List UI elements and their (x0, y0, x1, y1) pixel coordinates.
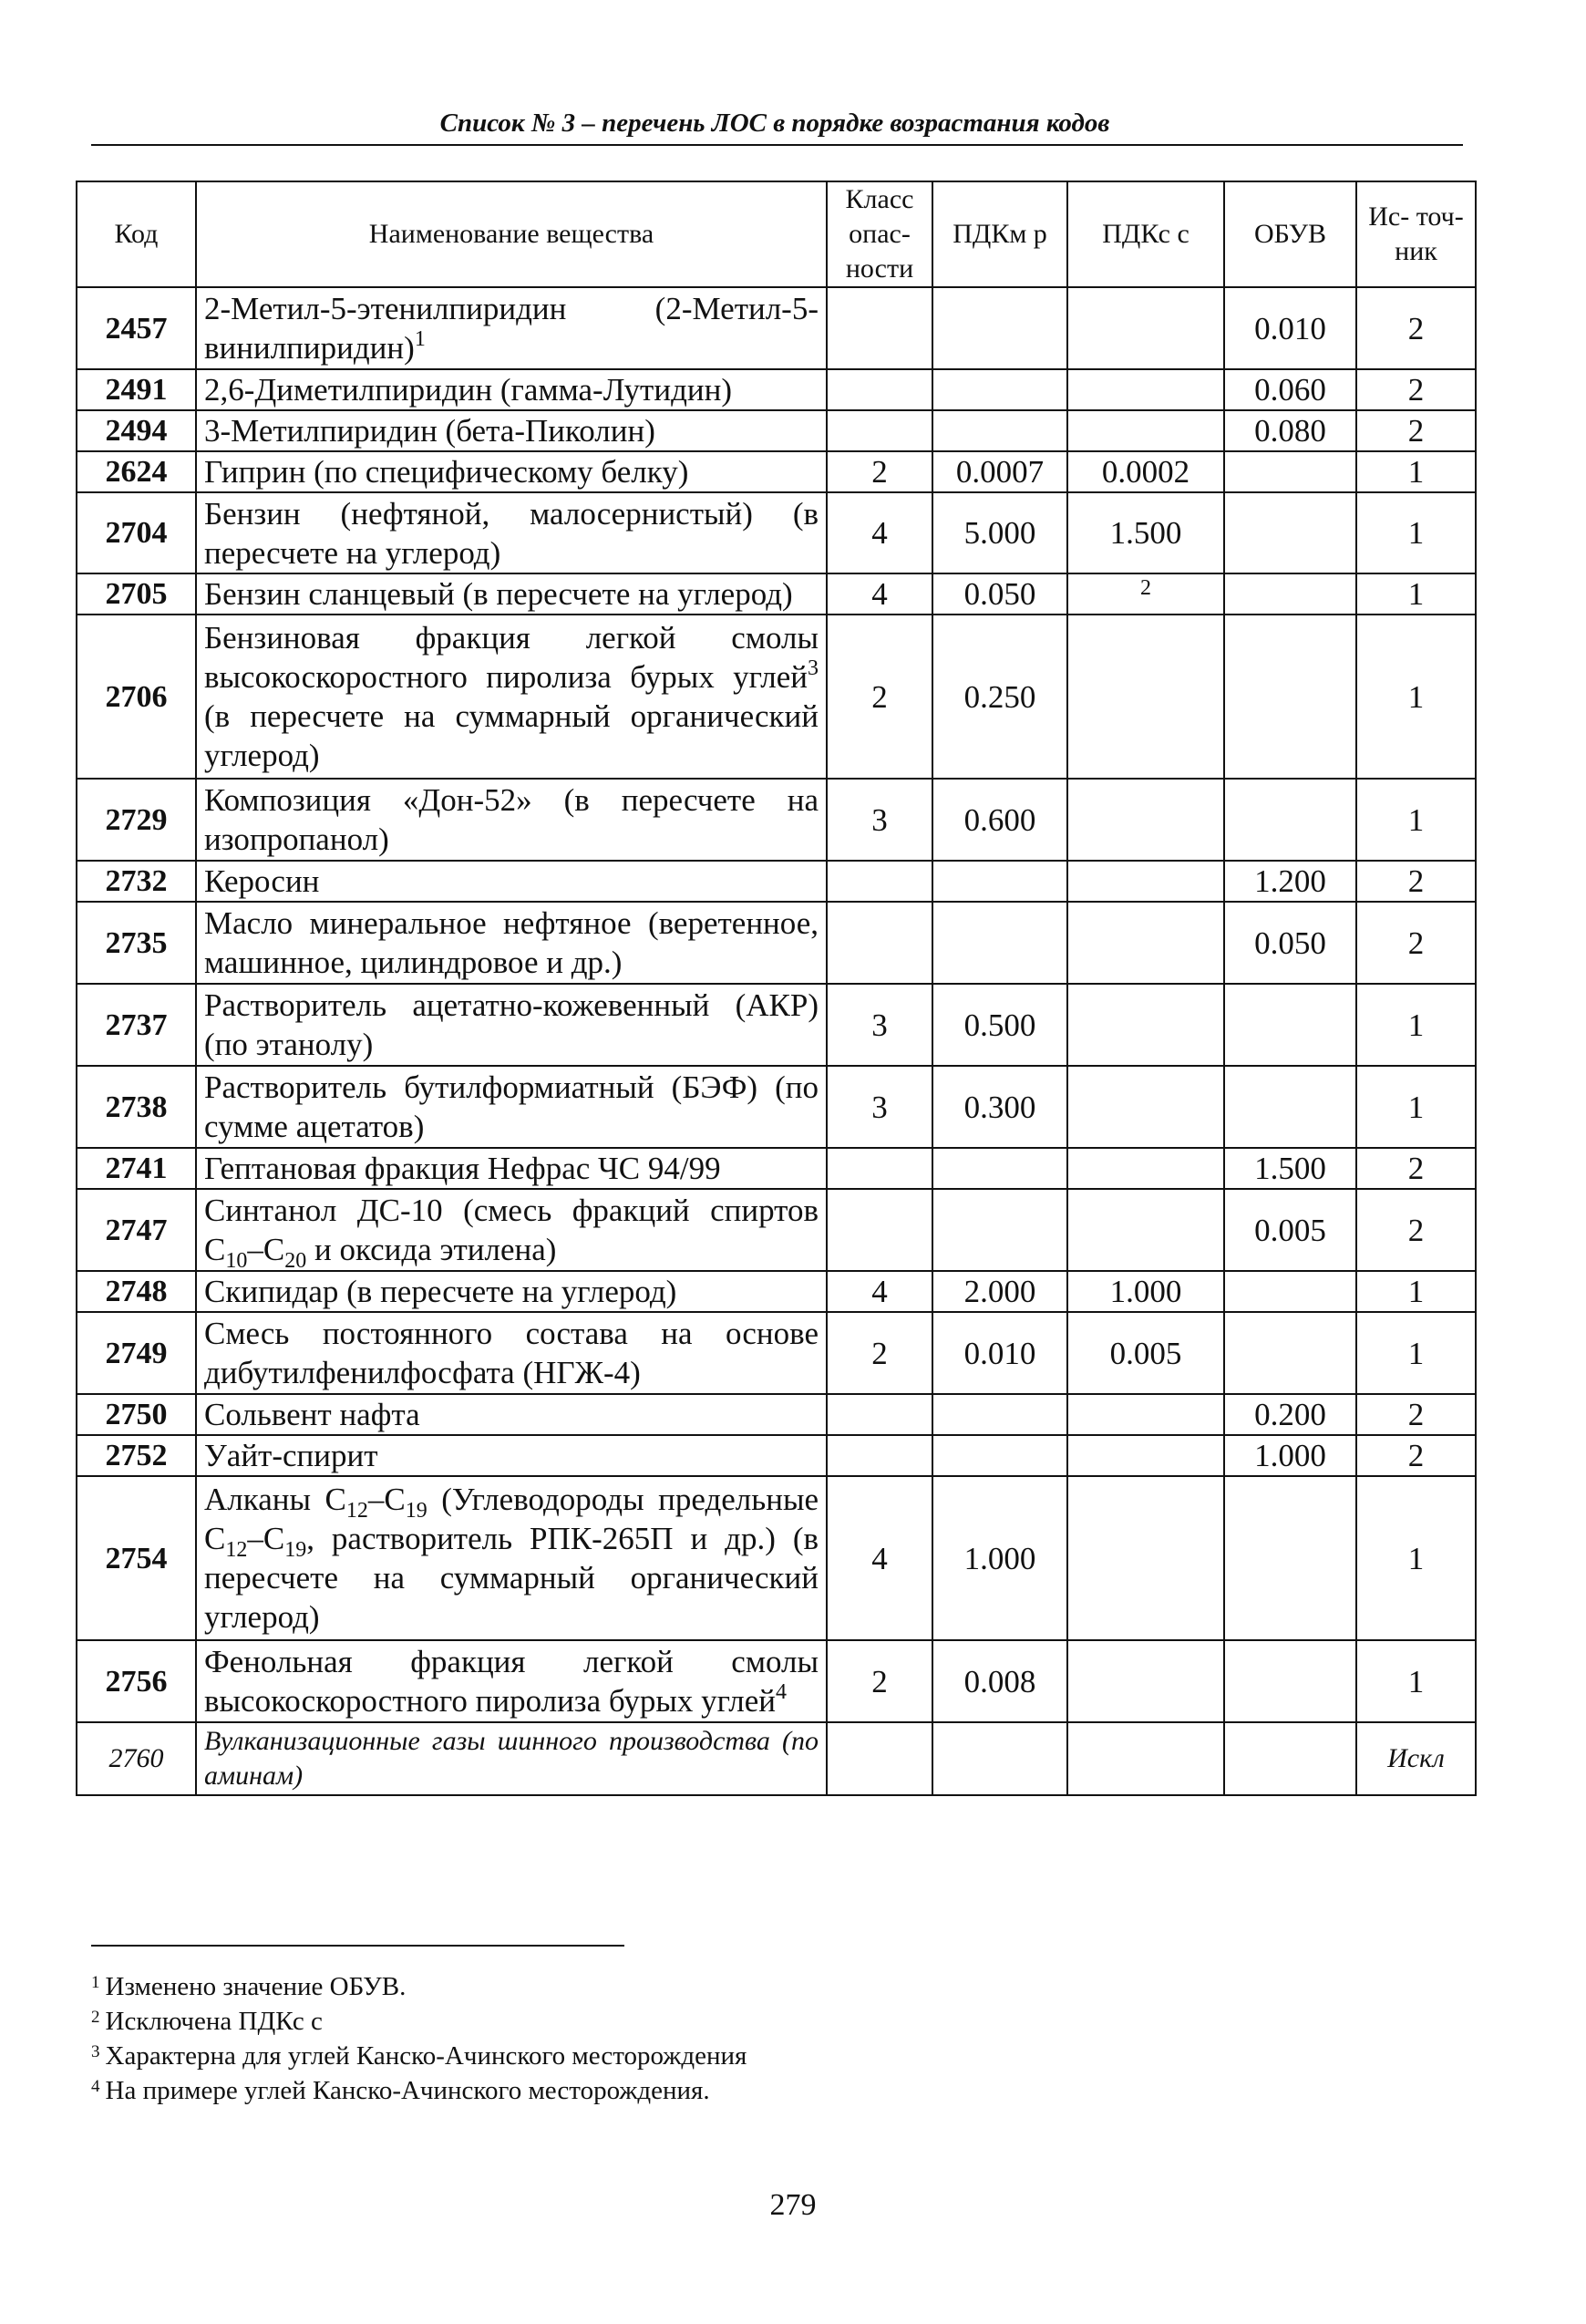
row-source: 2 (1356, 1148, 1476, 1189)
row-pdk-ss (1067, 1394, 1224, 1435)
row-code: 2457 (77, 287, 196, 369)
row-hazard-class (827, 1394, 932, 1435)
row-pdk-mr: 0.300 (932, 1066, 1067, 1148)
row-code: 2735 (77, 902, 196, 984)
row-source: 1 (1356, 615, 1476, 779)
row-source: 2 (1356, 1394, 1476, 1435)
row-source: 2 (1356, 861, 1476, 902)
subscript: 10 (225, 1249, 248, 1273)
row-name (196, 1189, 827, 1271)
row-hazard-class (827, 1148, 932, 1189)
row-pdk-ss (1067, 1640, 1224, 1722)
row-source: 1 (1356, 984, 1476, 1066)
table-row (77, 902, 1476, 984)
row-hazard-class: 3 (827, 1066, 932, 1148)
row-name: Сольвент нафта (196, 1394, 827, 1435)
row-pdk-ss (1067, 1722, 1224, 1795)
row-name: Растворитель бутилформиатный (БЭФ) (по сумме ацетатов) (196, 1066, 827, 1148)
row-name-text-cont: (Углеводороды предельные C (204, 1482, 819, 1556)
row-pdk-ss (1067, 861, 1224, 902)
row-obuv: 0.200 (1224, 1394, 1356, 1435)
row-pdk-ss (1067, 1189, 1224, 1271)
footnote-item (91, 2073, 1185, 2108)
row-code: 2756 (77, 1640, 196, 1722)
header-divider (91, 144, 1463, 146)
row-source: 2 (1356, 902, 1476, 984)
row-hazard-class (827, 287, 932, 369)
row-pdk-mr: 1.000 (932, 1476, 1067, 1640)
footnote-item (91, 2039, 1185, 2073)
row-obuv (1224, 1476, 1356, 1640)
table-row (77, 1394, 1476, 1435)
row-obuv: 1.500 (1224, 1148, 1356, 1189)
table-row (77, 410, 1476, 451)
row-code: 2729 (77, 779, 196, 861)
row-name: 2,6-Диметилпиридин (гамма-Лутидин) (196, 369, 827, 410)
row-hazard-class: 2 (827, 1640, 932, 1722)
table-row (77, 1189, 1476, 1271)
row-obuv: 0.080 (1224, 410, 1356, 451)
row-obuv (1224, 1271, 1356, 1312)
subscript: 19 (405, 1499, 427, 1523)
table-row (77, 1066, 1476, 1148)
row-obuv (1224, 492, 1356, 573)
footnote-mark: 3 (91, 2042, 100, 2061)
row-obuv (1224, 615, 1356, 779)
row-source: 1 (1356, 1271, 1476, 1312)
row-code: 2741 (77, 1148, 196, 1189)
subscript: 12 (225, 1538, 248, 1562)
row-hazard-class: 2 (827, 451, 932, 492)
row-obuv: 0.010 (1224, 287, 1356, 369)
row-source: Искл (1356, 1722, 1476, 1795)
row-pdk-ss (1067, 902, 1224, 984)
voc-list-table (76, 181, 1477, 1796)
row-name: 3-Метилпиридин (бета-Пиколин) (196, 410, 827, 451)
page-number: 279 (769, 2188, 817, 2222)
row-pdk-ss: 1.500 (1067, 492, 1224, 573)
row-pdk-mr (932, 1394, 1067, 1435)
row-pdk-ss: 1.000 (1067, 1271, 1224, 1312)
footnote-ref: 3 (808, 656, 819, 680)
footnote-item (91, 1969, 1185, 2004)
row-pdk-mr: 0.010 (932, 1312, 1067, 1394)
footnote-ref: 1 (414, 327, 426, 351)
row-source: 2 (1356, 1435, 1476, 1476)
row-hazard-class (827, 1435, 932, 1476)
row-pdk-ss (1067, 369, 1224, 410)
footnote-mark: 1 (91, 1973, 100, 1992)
row-hazard-class (827, 861, 932, 902)
row-pdk-ss (1067, 1476, 1224, 1640)
row-pdk-mr: 0.0007 (932, 451, 1067, 492)
row-code: 2748 (77, 1271, 196, 1312)
row-pdk-ss (1067, 1066, 1224, 1148)
row-code: 2747 (77, 1189, 196, 1271)
row-obuv (1224, 1066, 1356, 1148)
col-header-obuv: ОБУВ (1224, 181, 1356, 287)
row-obuv (1224, 451, 1356, 492)
row-hazard-class (827, 1722, 932, 1795)
footnote-mark: 4 (91, 2077, 100, 2096)
row-hazard-class (827, 369, 932, 410)
row-pdk-mr: 2.000 (932, 1271, 1067, 1312)
row-pdk-mr (932, 369, 1067, 410)
row-source: 2 (1356, 287, 1476, 369)
row-name-text-mid: –C (247, 1232, 285, 1267)
row-name (196, 1640, 827, 1722)
row-hazard-class: 2 (827, 615, 932, 779)
row-name: Керосин (196, 861, 827, 902)
row-pdk-mr (932, 1435, 1067, 1476)
footnotes (91, 1969, 1185, 2108)
row-code: 2704 (77, 492, 196, 573)
row-name-text: Алканы C (204, 1482, 346, 1517)
row-pdk-mr (932, 287, 1067, 369)
row-name-text: Бензиновая фракция легкой смолы высокоскоростного пиролиза бурых углей (204, 620, 819, 695)
row-code: 2752 (77, 1435, 196, 1476)
table-row (77, 615, 1476, 779)
table-row (77, 1271, 1476, 1312)
table-row (77, 779, 1476, 861)
row-pdk-mr (932, 1148, 1067, 1189)
row-source: 1 (1356, 1312, 1476, 1394)
table-row (77, 492, 1476, 573)
row-source: 2 (1356, 1189, 1476, 1271)
row-code: 2732 (77, 861, 196, 902)
row-code: 2738 (77, 1066, 196, 1148)
row-hazard-class (827, 410, 932, 451)
row-name: Вулканизационные газы шинного производства (по аминам) (196, 1722, 827, 1795)
row-name-text: Синтанол ДС-10 (смесь фракций спиртов C (204, 1193, 819, 1267)
row-name: Смесь постоянного состава на основе дибутилфенилфосфата (НГЖ-4) (196, 1312, 827, 1394)
table-row (77, 1435, 1476, 1476)
row-name (196, 1476, 827, 1640)
table-row (77, 1640, 1476, 1722)
row-code: 2737 (77, 984, 196, 1066)
table-row-excluded (77, 1722, 1476, 1795)
row-code: 2491 (77, 369, 196, 410)
row-pdk-ss (1067, 615, 1224, 779)
row-name-text-mid: –C (367, 1482, 406, 1517)
row-source: 1 (1356, 1066, 1476, 1148)
row-obuv (1224, 1640, 1356, 1722)
row-code: 2494 (77, 410, 196, 451)
row-name (196, 287, 827, 369)
table-row (77, 861, 1476, 902)
row-pdk-ss (1067, 287, 1224, 369)
row-name: Растворитель ацетатно-кожевенный (АКР) (по этанолу) (196, 984, 827, 1066)
row-hazard-class: 4 (827, 492, 932, 573)
row-hazard-class (827, 902, 932, 984)
row-source: 1 (1356, 1640, 1476, 1722)
page-header-title: Список № 3 – перечень ЛОС в порядке возрастания кодов (439, 108, 1110, 138)
row-name: Композиция «Дон-52» (в пересчете на изопропанол) (196, 779, 827, 861)
row-pdk-ss (1067, 779, 1224, 861)
row-obuv: 0.060 (1224, 369, 1356, 410)
row-name-text-cont: , растворитель РПК-265П и др.) (в пересчете на суммарный органический углерод) (204, 1521, 819, 1635)
col-header-code: Код (77, 181, 196, 287)
footnote-mark: 2 (91, 2008, 100, 2027)
footnote-text: Характерна для углей Канско-Ачинского месторождения (105, 2041, 747, 2071)
table-row (77, 1312, 1476, 1394)
row-name: Гептановая фракция Нефрас ЧС 94/99 (196, 1148, 827, 1189)
footnote-text: Изменено значение ОБУВ. (105, 1972, 407, 2001)
footnote-ref: 4 (775, 1680, 787, 1704)
row-hazard-class: 4 (827, 1271, 932, 1312)
row-code: 2705 (77, 573, 196, 615)
row-name-text: 2-Метил-5-этенилпиридин (2-Метил-5-винилпиридин) (204, 291, 819, 366)
row-code: 2754 (77, 1476, 196, 1640)
row-source: 2 (1356, 369, 1476, 410)
row-pdk-mr (932, 902, 1067, 984)
table-row (77, 1148, 1476, 1189)
row-obuv (1224, 1722, 1356, 1795)
row-pdk-ss (1067, 573, 1224, 615)
row-obuv (1224, 779, 1356, 861)
row-obuv (1224, 573, 1356, 615)
footnote-item (91, 2004, 1185, 2039)
row-pdk-ss (1067, 1148, 1224, 1189)
footnote-divider (91, 1945, 624, 1947)
row-name (196, 615, 827, 779)
row-pdk-mr: 5.000 (932, 492, 1067, 573)
row-obuv (1224, 1312, 1356, 1394)
row-source: 1 (1356, 573, 1476, 615)
table-row (77, 287, 1476, 369)
row-code: 2760 (77, 1722, 196, 1795)
row-name: Бензин (нефтяной, малосернистый) (в пересчете на углерод) (196, 492, 827, 573)
subscript: 20 (284, 1249, 307, 1273)
row-name: Масло минеральное нефтяное (веретенное, машинное, цилиндровое и др.) (196, 902, 827, 984)
subscript: 12 (345, 1499, 368, 1523)
row-name: Гиприн (по специфическому белку) (196, 451, 827, 492)
row-name: Уайт-спирит (196, 1435, 827, 1476)
row-obuv: 0.050 (1224, 902, 1356, 984)
row-source: 2 (1356, 410, 1476, 451)
row-pdk-ss (1067, 1435, 1224, 1476)
row-pdk-mr: 0.600 (932, 779, 1067, 861)
subscript: 19 (284, 1538, 307, 1562)
footnote-text: Исключена ПДКс с (105, 2007, 323, 2036)
footnote-ref: 2 (1140, 575, 1151, 600)
table-row (77, 369, 1476, 410)
footnote-text: На примере углей Канско-Ачинского месторождения. (105, 2076, 710, 2105)
row-name: Бензин сланцевый (в пересчете на углерод) (196, 573, 827, 615)
row-pdk-ss: 0.0002 (1067, 451, 1224, 492)
table-row (77, 451, 1476, 492)
row-hazard-class (827, 1189, 932, 1271)
row-hazard-class: 3 (827, 779, 932, 861)
row-source: 1 (1356, 1476, 1476, 1640)
table-row (77, 1476, 1476, 1640)
row-obuv: 1.200 (1224, 861, 1356, 902)
row-name-text-cont: (в пересчете на суммарный органический углерод) (204, 698, 819, 773)
row-source: 1 (1356, 779, 1476, 861)
row-pdk-mr: 0.250 (932, 615, 1067, 779)
col-header-class: Класс опас- ности (827, 181, 932, 287)
row-pdk-mr: 0.050 (932, 573, 1067, 615)
row-name: Скипидар (в пересчете на углерод) (196, 1271, 827, 1312)
row-pdk-mr: 0.500 (932, 984, 1067, 1066)
row-code: 2706 (77, 615, 196, 779)
row-pdk-ss: 0.005 (1067, 1312, 1224, 1394)
row-obuv: 1.000 (1224, 1435, 1356, 1476)
row-pdk-mr (932, 1189, 1067, 1271)
row-pdk-mr: 0.008 (932, 1640, 1067, 1722)
row-obuv: 0.005 (1224, 1189, 1356, 1271)
row-pdk-mr (932, 1722, 1067, 1795)
col-header-pdk-ss: ПДКс с (1067, 181, 1224, 287)
row-source: 1 (1356, 451, 1476, 492)
row-code: 2749 (77, 1312, 196, 1394)
col-header-pdk-mr: ПДКм р (932, 181, 1067, 287)
row-code: 2624 (77, 451, 196, 492)
row-name-text-mid: –C (247, 1521, 285, 1556)
col-header-name: Наименование вещества (196, 181, 827, 287)
col-header-source: Ис- точ- ник (1356, 181, 1476, 287)
row-hazard-class: 3 (827, 984, 932, 1066)
row-name-text: Фенольная фракция легкой смолы высокоскоростного пиролиза бурых углей (204, 1644, 819, 1719)
row-pdk-mr (932, 410, 1067, 451)
row-hazard-class: 2 (827, 1312, 932, 1394)
table-row (77, 984, 1476, 1066)
row-code: 2750 (77, 1394, 196, 1435)
row-source: 1 (1356, 492, 1476, 573)
table-row (77, 573, 1476, 615)
row-hazard-class: 4 (827, 573, 932, 615)
row-obuv (1224, 984, 1356, 1066)
row-pdk-ss (1067, 410, 1224, 451)
table-header-row (77, 181, 1476, 287)
row-pdk-ss (1067, 984, 1224, 1066)
row-hazard-class: 4 (827, 1476, 932, 1640)
row-name-text-cont: и оксида этилена) (306, 1232, 557, 1267)
row-pdk-mr (932, 861, 1067, 902)
